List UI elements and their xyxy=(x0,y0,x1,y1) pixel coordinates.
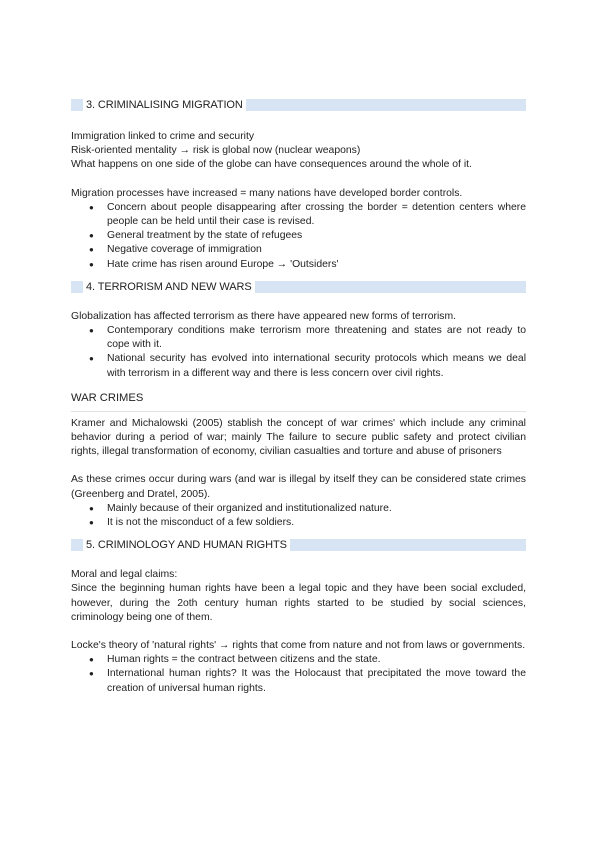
bullet-icon: ● xyxy=(89,326,94,336)
document-page xyxy=(71,98,526,696)
bullet-icon: ● xyxy=(89,245,94,255)
section-heading-criminalising-migration xyxy=(71,98,526,112)
text-line: Moral and legal claims: xyxy=(71,569,178,581)
bullet-list xyxy=(71,324,526,381)
bullet-icon: ● xyxy=(89,503,94,513)
section-heading-criminology-human-rights xyxy=(71,538,526,552)
paragraph: Since the beginning human rights have been a legal topic and they have been social excluded, however, during the 2oth century human rights started to be studied by social sciences, criminology being one of them. xyxy=(71,583,526,623)
list-item: ● Human rights = the contract between citizens and the state. xyxy=(71,653,526,667)
bullet-icon: ● xyxy=(89,518,94,528)
paragraph: As these crimes occur during wars (and war is illegal by itself they can be considered state crimes (Greenberg and Dratel, 2005). xyxy=(71,474,526,500)
paragraph: Locke's theory of 'natural rights' → rights that come from nature and not from laws or governments. xyxy=(71,640,526,652)
bullet-icon: ● xyxy=(89,259,94,269)
list-item: ● General treatment by the state of refugees xyxy=(71,229,526,243)
bullet-icon: ● xyxy=(89,655,94,665)
subheading-war-crimes: WAR CRIMES xyxy=(71,391,144,404)
paragraph: Globalization has affected terrorism as there have appeared new forms of terrorism. xyxy=(71,310,457,322)
section-title: 4. TERRORISM AND NEW WARS xyxy=(83,280,255,294)
paragraph: Kramer and Michalowski (2005) stablish the concept of war crimes' which include any criminal behavior during a period of war; mainly The failure to secure public safety and protect civilian rights, illegal transformation of economy, civilian casualties and torture and abuse of prisoners xyxy=(71,417,526,458)
bullet-list xyxy=(71,502,526,530)
divider xyxy=(71,411,526,412)
section-title: 5. CRIMINOLOGY AND HUMAN RIGHTS xyxy=(83,538,290,552)
bullet-list xyxy=(71,201,526,272)
list-item: ● International human rights? It was the Holocaust that precipitated the move toward the creation of universal human rights. xyxy=(89,668,526,694)
bullet-icon: ● xyxy=(89,202,94,212)
list-item: ● Mainly because of their organized and institutionalized nature. xyxy=(71,502,526,516)
list-item: ● Contemporary conditions make terrorism more threatening and states are not ready to cope with it. xyxy=(89,325,526,351)
text-line: Immigration linked to crime and security xyxy=(71,131,255,142)
bullet-icon: ● xyxy=(89,231,94,241)
bullet-icon: ● xyxy=(89,669,94,679)
list-item: ● Hate crime has risen around Europe → 'Outsiders' xyxy=(71,258,526,272)
bullet-list xyxy=(71,653,526,696)
list-item: ● Negative coverage of immigration xyxy=(71,243,526,257)
section-heading-terrorism-new-wars xyxy=(71,280,526,294)
list-item: ● It is not the misconduct of a few soldiers. xyxy=(71,516,526,530)
bullet-icon: ● xyxy=(89,354,94,364)
paragraph: Migration processes have increased = many nations have developed border controls. xyxy=(71,187,463,199)
text-line: What happens on one side of the globe can have consequences around the whole of it. xyxy=(71,159,472,171)
list-item: ● Concern about people disappearing after crossing the border = detention centers where people can be held until their case is revised. xyxy=(89,201,526,228)
text-line: Risk-oriented mentality → risk is global now (nuclear weapons) xyxy=(71,145,361,157)
section-title: 3. CRIMINALISING MIGRATION xyxy=(83,98,246,112)
list-item: ● National security has evolved into international security protocols which means we deal with terrorism in a different way and there is less concern over civil rights. xyxy=(89,353,526,379)
